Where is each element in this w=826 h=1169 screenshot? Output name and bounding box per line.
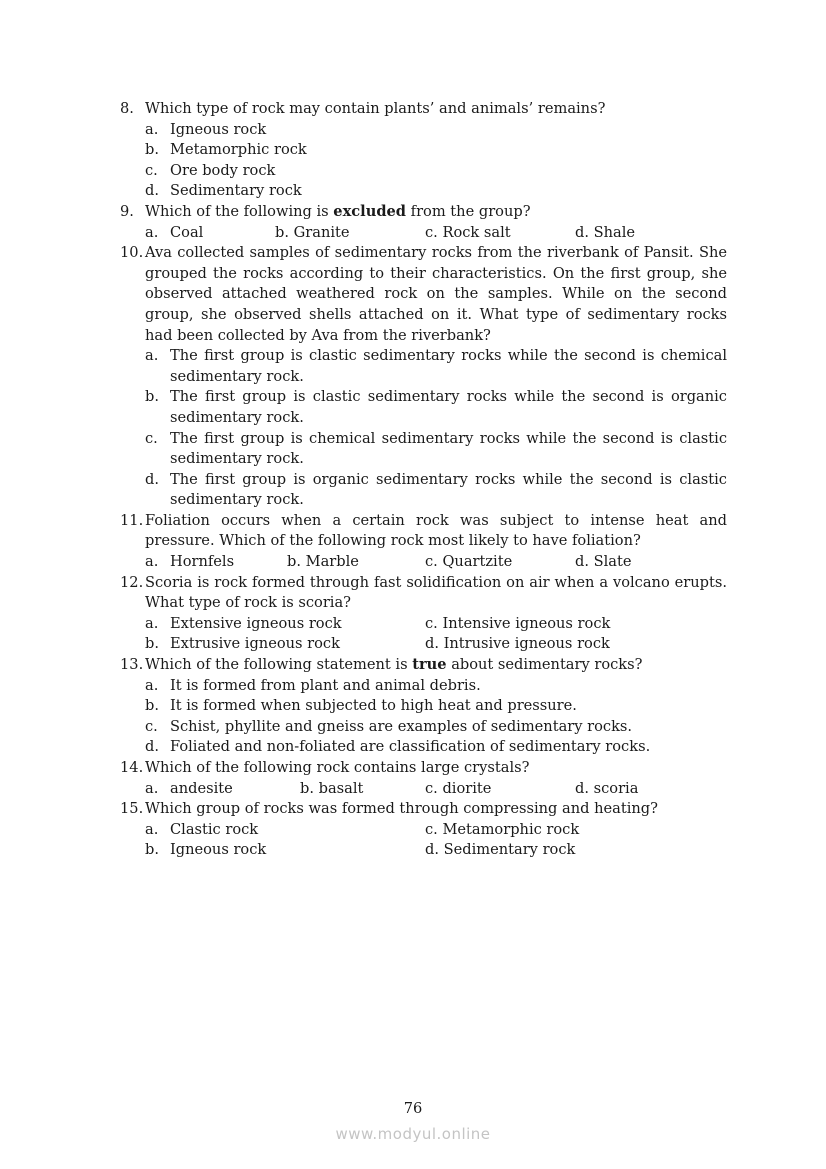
question-list	[120, 99, 727, 861]
option-text: Schist, phyllite and gneiss are examples of sedimentary rocks.	[170, 717, 633, 735]
option-letter: c.	[145, 717, 158, 735]
option: b. Granite	[275, 223, 350, 241]
question-text: Scoria is rock formed through fast solidification on air when a volcano erupts. What type of rock is scoria?	[145, 573, 727, 612]
emphasis: true	[412, 656, 447, 674]
text: Which of the following statement is	[145, 656, 413, 674]
option	[145, 161, 727, 182]
option-letter: b.	[145, 697, 159, 715]
options-row	[120, 634, 727, 655]
question-number: 10.	[120, 244, 144, 262]
question-number: 8.	[120, 100, 134, 117]
option-letter: d.	[145, 738, 159, 756]
question-number: 13.	[120, 656, 144, 674]
option-letter: a.	[145, 347, 159, 365]
option-text: The first group is clastic sedimentary rocks while the second is organic sedimentary rock.	[170, 388, 727, 426]
option	[145, 429, 727, 470]
option-text: Igneous rock	[170, 120, 267, 138]
option-text: It is formed when subjected to high heat and pressure.	[170, 697, 577, 715]
option	[145, 140, 727, 161]
question-12	[120, 573, 727, 614]
option-letter: a.	[145, 120, 159, 138]
option: c. Rock salt	[425, 223, 511, 241]
option: d. Intrusive igneous rock	[425, 635, 610, 653]
option: d. Slate	[575, 553, 632, 571]
question-8	[120, 99, 727, 120]
question-14	[120, 758, 727, 779]
option-letter: b.	[145, 388, 159, 406]
option: a. Coal	[145, 223, 204, 241]
option: d. Shale	[575, 223, 636, 241]
text: about sedimentary rocks?	[446, 656, 643, 674]
options-row	[120, 779, 727, 800]
question-text: Which of the following rock contains large crystals?	[145, 759, 530, 776]
option: c. Intensive igneous rock	[425, 614, 611, 632]
option	[145, 470, 727, 511]
options-row	[120, 840, 727, 861]
option-text: Metamorphic rock	[170, 141, 307, 159]
text: Which of the following is	[145, 202, 334, 220]
option: a. Clastic rock	[145, 820, 259, 838]
question-text: Ava collected samples of sedimentary rocks from the riverbank of Pansit. She grouped the rocks according to their characteristics. On the first group, she observed attached weathered rock on the samples. While on the second group, she observed shells attached on it. What type of sedimentary rocks had been collected by Ava from the riverbank?	[145, 244, 727, 344]
option	[145, 346, 727, 387]
question-number: 9.	[120, 202, 134, 220]
option	[145, 181, 727, 202]
option: d. scoria	[575, 779, 639, 797]
watermark: www.modyul.online	[335, 1125, 491, 1143]
option-letter: a.	[145, 676, 159, 694]
option	[145, 717, 727, 738]
option-letter: d.	[145, 182, 159, 200]
option: b. Igneous rock	[145, 841, 267, 859]
option: c. Metamorphic rock	[425, 820, 580, 838]
option: c. diorite	[425, 779, 492, 797]
emphasis: excluded	[333, 202, 407, 220]
option: a. andesite	[145, 779, 233, 797]
question-11	[120, 511, 727, 552]
option-text: Sedimentary rock	[170, 182, 302, 200]
options-row	[120, 614, 727, 635]
options-row	[120, 820, 727, 841]
question-10	[120, 243, 727, 346]
question-15	[120, 799, 727, 820]
option: b. Marble	[287, 553, 359, 571]
option	[145, 676, 727, 697]
option: a. Hornfels	[145, 553, 235, 571]
option: b. basalt	[300, 779, 364, 797]
option	[145, 120, 727, 141]
option-text: Foliated and non-foliated are classification of sedimentary rocks.	[170, 738, 651, 756]
question-text: Which type of rock may contain plants’ and animals’ remains?	[145, 100, 606, 117]
option-letter: d.	[145, 470, 159, 488]
option	[145, 737, 727, 758]
option-letter: c.	[145, 429, 158, 447]
question-text: Foliation occurs when a certain rock was subject to intense heat and pressure. Which of the following rock most likely to have foliation?	[145, 511, 727, 550]
option	[145, 696, 727, 717]
option-text: The first group is clastic sedimentary rocks while the second is chemical sedimentary rock.	[170, 347, 727, 385]
option-text: The first group is organic sedimentary rocks while the second is clastic sedimentary rock.	[170, 470, 727, 509]
question-text	[145, 202, 727, 223]
option-text: The first group is chemical sedimentary rocks while the second is clastic sedimentary rock.	[170, 429, 727, 468]
text: from the group?	[406, 202, 531, 220]
question-number: 12.	[120, 573, 144, 591]
option: d. Sedimentary rock	[425, 841, 576, 859]
question-number: 11.	[120, 511, 144, 529]
options-row	[120, 552, 727, 573]
options-row	[120, 223, 727, 244]
option: c. Quartzite	[425, 553, 513, 571]
question-number: 15.	[120, 800, 144, 818]
option-letter: c.	[145, 161, 158, 179]
option: a. Extensive igneous rock	[145, 614, 342, 632]
option-text: It is formed from plant and animal debris.	[170, 676, 481, 694]
question-13	[120, 655, 727, 676]
option-letter: b.	[145, 141, 159, 159]
option: b. Extrusive igneous rock	[145, 635, 340, 653]
question-9	[120, 202, 727, 223]
question-number: 14.	[120, 759, 144, 776]
question-text	[145, 655, 727, 676]
option	[145, 387, 727, 428]
question-text: Which group of rocks was formed through compressing and heating?	[145, 800, 658, 818]
page-number: 76	[403, 1100, 423, 1117]
option-text: Ore body rock	[170, 161, 276, 179]
